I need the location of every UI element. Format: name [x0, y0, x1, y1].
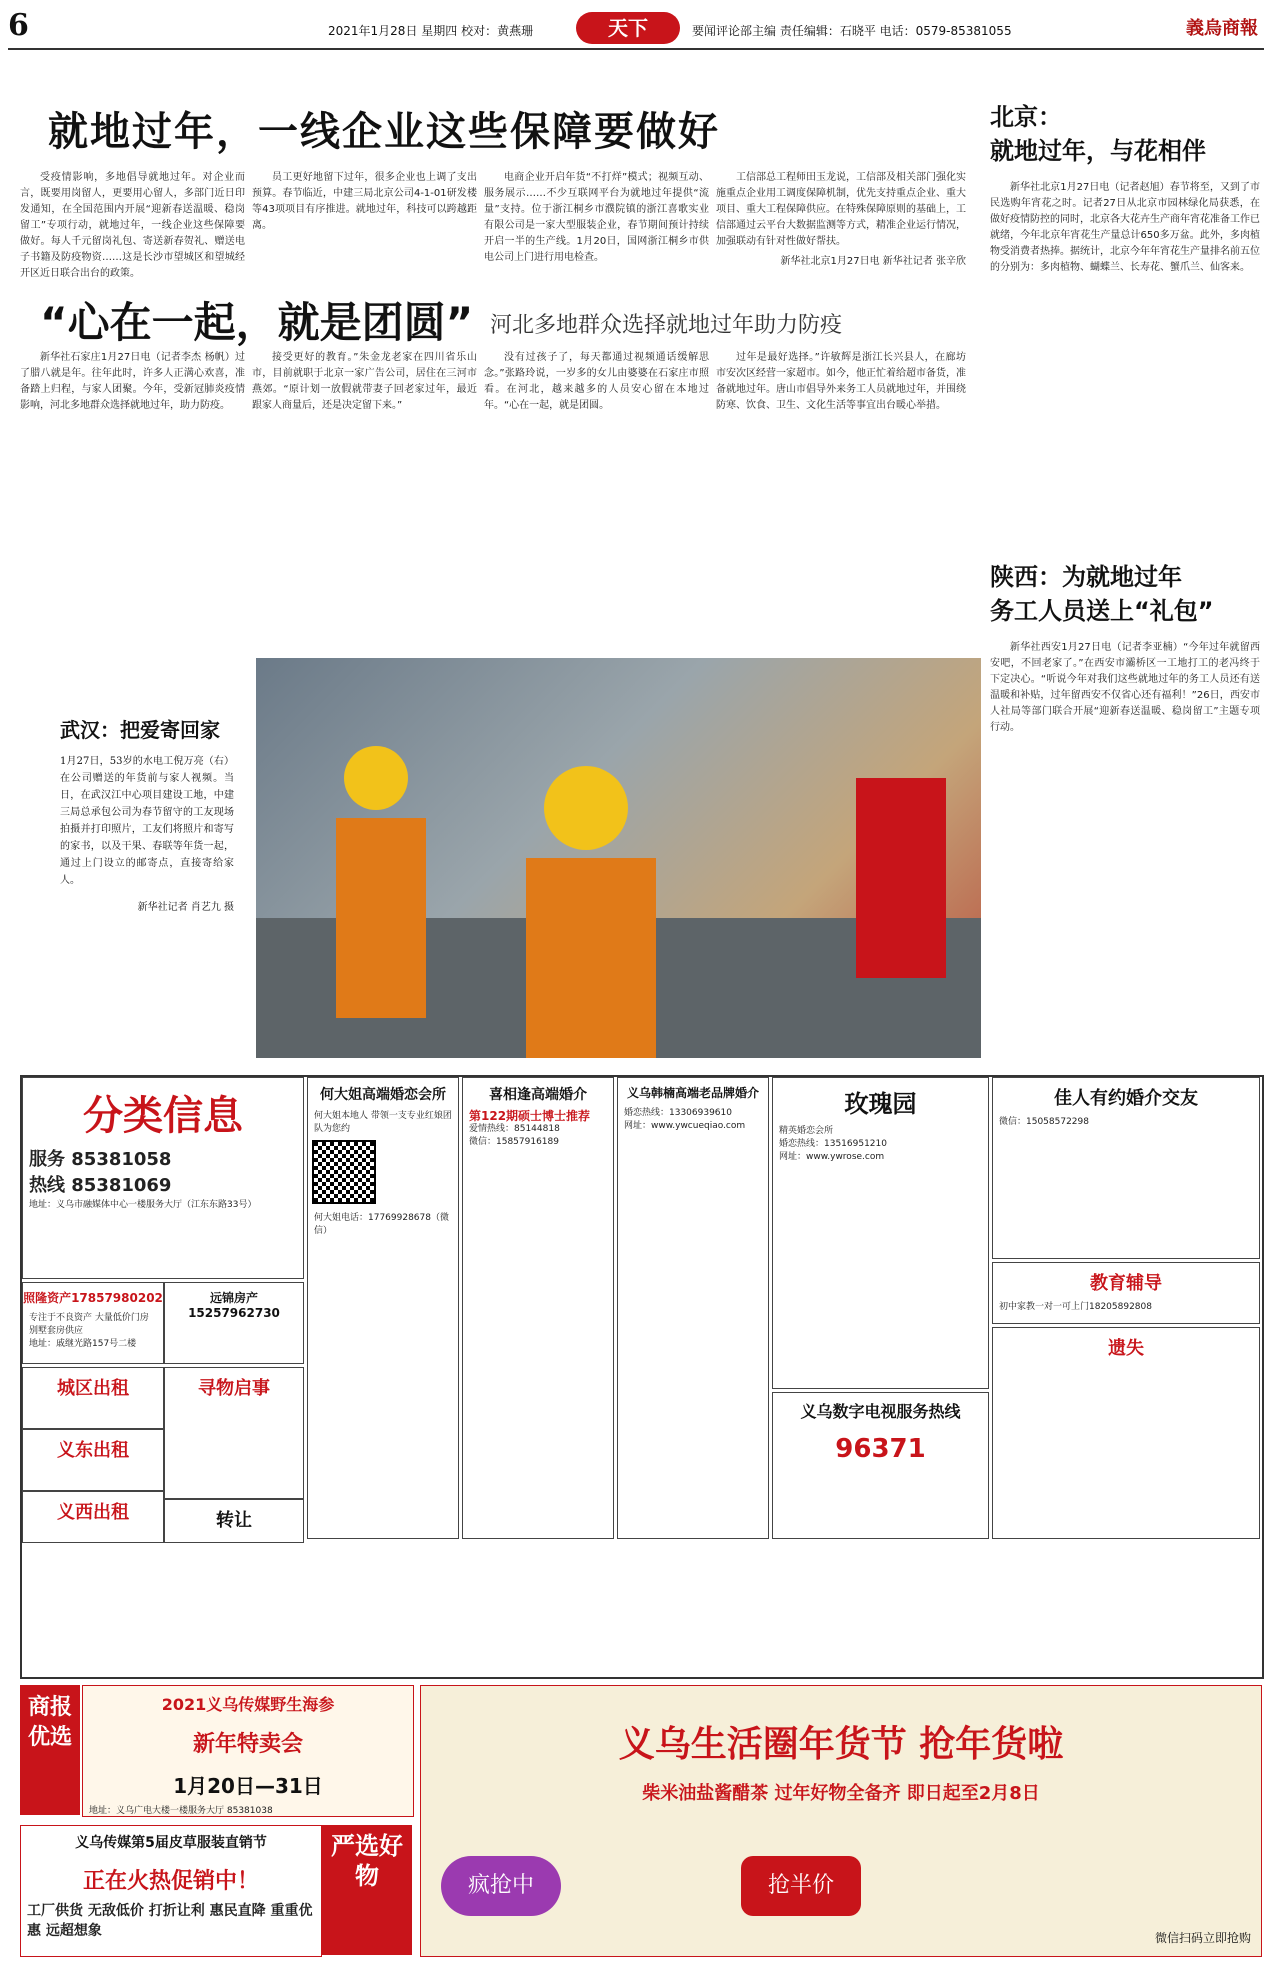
- qr-code-icon: [312, 1140, 376, 1204]
- he-phone: 何大姐电话：17769928678（微信）: [314, 1213, 449, 1236]
- edu-title: 教育辅导: [1090, 1273, 1162, 1294]
- tv-title: 义乌数字电视服务热线: [800, 1402, 961, 1421]
- yiwu-title: 义乌韩楠高端老品牌婚介: [626, 1086, 759, 1100]
- beijing-story: [990, 100, 1260, 490]
- lost-item-ad: 寻物启事: [164, 1367, 304, 1499]
- he-tag: 何大姐本地人 带领一支专业红娘团队为您约: [314, 1111, 452, 1134]
- helmet-center: [544, 766, 628, 850]
- xi-wechat: 微信：15857916189: [469, 1137, 559, 1147]
- vest-left: [336, 818, 426, 1018]
- zhaolong-text: 专注于不良资产 大量低价门房别墅套房供应: [29, 1313, 149, 1336]
- fair-hot-button[interactable]: 疯抢中: [441, 1856, 561, 1916]
- shaanxi-title-2: 务工人员送上“礼包”: [990, 597, 1214, 625]
- shaanxi-title-1: 陕西：为就地过年: [990, 563, 1182, 591]
- tv-number: 96371: [835, 1434, 926, 1464]
- shaanxi-text: 新华社西安1月27日电（记者李亚楠）“今年过年就留西安吧，不回老家了。”在西安市灞桥区一工地打工的老冯终于下定决心。“听说今年对我们这些就地过年的务工人员还有送温暖和补贴，过年留西安不仅省心还有福利！”26日，西安市人社局等部门联合开展“迎新春送温暖、稳岗留工”主题专项行动。: [990, 642, 1260, 733]
- rent-city-ad: 城区出租: [22, 1367, 164, 1429]
- wuhan-caption-box: [20, 658, 250, 1058]
- he-title: 何大姐高端婚恋会所: [320, 1087, 446, 1103]
- zhaolong-title: 照隆资产17857980202: [23, 1291, 163, 1305]
- story1-col2: 员工更好地留下过年，很多企业也上调了支出预算。春节临近，中建三局北京公司4-1-01研发楼等43项项目有序推进。就地过年，科技可以跨越距离。: [252, 172, 477, 231]
- rose-title: 玫瑰园: [844, 1090, 917, 1118]
- yuanjin-title: 远锦房产15257962730: [188, 1291, 280, 1320]
- story2-col2: 接受更好的教育。”朱金龙老家在四川省乐山市，目前就职于北京一家广告公司，居住在三河市燕郊。“原计划一放假就带妻子回老家过年，最近跟家人商量后，还是决定留下来。”: [252, 352, 477, 411]
- story2-col4: 过年是最好选择。”许敏辉是浙江长兴县人，在廊坊市安次区经营一家超市。如今，他正忙着给超市备货，准备就地过年。唐山市倡导外来务工人员就地过年，并围绕防寒、饮食、卫生、文化生活等事宜出台暖心举措。: [716, 352, 966, 411]
- page-header: [8, 8, 1264, 50]
- rose-ad: [772, 1077, 989, 1389]
- fair-wechat: 微信扫码立即抢购: [1154, 1931, 1251, 1945]
- yiwu-phone: 婚恋热线：13306939610: [624, 1108, 732, 1118]
- decoration: [856, 778, 946, 978]
- lost-notice-ad: [992, 1327, 1260, 1539]
- rent-west-ad: 义西出租: [22, 1491, 164, 1543]
- classified-address: 地址：义乌市融媒体中心一楼服务大厅（江东东路33号）: [29, 1200, 257, 1210]
- fair-sub: 柴米油盐酱醋茶 过年好物全备齐 即日起至2月8日: [642, 1783, 1040, 1804]
- tv-hotline-ad: [772, 1392, 989, 1539]
- jia-title: 佳人有约婚介交友: [1054, 1088, 1198, 1109]
- editors-line: 要闻评论部主编 责任编辑：石晓平 电话：0579-85381055: [692, 24, 1012, 38]
- beijing-title-2: 就地过年，与花相伴: [990, 137, 1206, 165]
- story1-col3: 电商企业开启年货“不打烊”模式；视频互动、服务展示……不少互联网平台为就地过年提供“流量”支持。位于浙江桐乡市濮院镇的浙江喜歌实业有限公司是一家大型服装企业，春节期间预计持续开启一半的生产线。1月20日，国网浙江桐乡市供电公司上门进行用电检查。: [484, 172, 709, 263]
- jia-phone: 微信：15058572298: [999, 1117, 1089, 1127]
- cloth-sub: 正在火热促销中！: [82, 1869, 259, 1894]
- seafood-addr: 地址：义乌广电大楼一楼服务大厅 85381038: [89, 1806, 273, 1816]
- new-year-fair: [420, 1685, 1262, 1957]
- beijing-text: 新华社北京1月27日电（记者赵旭）春节将至，又到了市民选购年宵花之时。记者27日从北京市园林绿化局获悉，在做好疫情防控的同时，北京各大花卉生产商年宵花准备工作已就绪，今年北京年宵花生产量总计650多万盆。此外，多肉植物受消费者热捧。据统计，北京今年年宵花生产量排名前五位的分别为：多肉植物、蝴蝶兰、长寿花、蟹爪兰、仙客来。: [990, 182, 1260, 273]
- xi-matchmaking-ad: [462, 1077, 614, 1539]
- yuanjin-ad: [164, 1282, 304, 1364]
- ads-section: [20, 1075, 1264, 1679]
- xi-phone: 爱情热线：85144818: [469, 1124, 560, 1134]
- story1-col1: 受疫情影响，多地倡导就地过年。对企业而言，既要用岗留人，更要用心留人，多部门近日印发通知，在全国范围内开展“迎新春送温暖、稳岗留工”专项行动，就地过年，一线企业这些保障要做好。每人千元留岗礼包、寄送新春贺礼、赠送电子书籍及防疫物资……这是长沙市望城区和望城经开区近日联合出台的政策。: [20, 172, 245, 279]
- rose-sub: 精英婚恋会所: [779, 1126, 834, 1136]
- strict-select: 严选好物: [322, 1825, 412, 1955]
- transfer-ad: 转让: [164, 1499, 304, 1543]
- classified-hotline: 热线 85381069: [29, 1175, 172, 1196]
- promo-banner: [20, 1685, 1260, 1955]
- zhaolong-addr: 地址：戚继光路157号二楼: [29, 1339, 137, 1349]
- rose-site: 网址：www.ywrose.com: [779, 1152, 885, 1162]
- worker-selfie-photo: [256, 658, 981, 1058]
- story2-col3: 没有过孩子了，每天都通过视频通话缓解思念。”张路玲说，一岁多的女儿由婆婆在石家庄市照看。在河北，越来越多的人员安心留在本地过年。“心在一起，就是团圆。: [484, 352, 709, 411]
- seafood-sale: [82, 1685, 414, 1817]
- fair-half-button[interactable]: 抢半价: [741, 1856, 861, 1916]
- classified-service: 服务 85381058: [29, 1149, 172, 1170]
- fair-title: 义乌生活圈年货节 抢年货啦: [618, 1724, 1064, 1765]
- shaanxi-story: [990, 560, 1260, 1040]
- page-number: 6: [8, 8, 29, 43]
- story2-col1: 新华社石家庄1月27日电（记者李杰 杨帆）过了腊八就是年。往年此时，许多人正满心欢喜，准备踏上归程，与家人团聚。今年，受新冠肺炎疫情影响，河北多地群众选择就地过年，助力防疫。: [20, 352, 245, 411]
- he-matchmaking-ad: [307, 1077, 459, 1539]
- vest-center: [526, 858, 656, 1058]
- wuhan-title: 武汉：把爱寄回家: [60, 718, 220, 742]
- story1-headline: 就地过年，一线企业这些保障要做好: [48, 109, 720, 155]
- seafood-sub: 新年特卖会: [192, 1732, 303, 1757]
- rent-east-ad: 义东出租: [22, 1429, 164, 1491]
- section-badge: 天下: [576, 12, 680, 44]
- xi-sub: 第122期硕士博士推荐: [469, 1109, 591, 1123]
- lost-notice-title: 遗失: [1108, 1338, 1144, 1359]
- brand-logo: 義烏商報: [1186, 18, 1258, 39]
- shangbao-select: 商报优选: [20, 1685, 80, 1815]
- yiwu-site: 网址：www.ywcueqiao.com: [624, 1121, 746, 1131]
- helmet-left: [344, 746, 408, 810]
- photo-illustration: [256, 658, 981, 1058]
- edu-ad: [992, 1262, 1260, 1324]
- story1-byline: 新华社北京1月27日电 新华社记者 张辛欣: [780, 256, 966, 267]
- classified-title: 分类信息: [83, 1093, 243, 1139]
- cloth-title: 义乌传媒第5届皮草服装直销节: [75, 1835, 267, 1851]
- story1-col4: 工信部总工程师田玉龙说，工信部及相关部门强化实施重点企业用工调度保障机制，优先支持重点企业、重大项目、重大工程保障供应。在特殊保障原则的基础上，工信部通过云平台大数据监测等方式，精准企业运行情况，加强联动有针对性做好帮扶。 新华社北京1月27日电 新华社记者 张辛欣: [716, 170, 966, 280]
- jia-ad: [992, 1077, 1260, 1259]
- classified-ad: [22, 1077, 304, 1279]
- zhaolong-ad: [22, 1282, 164, 1364]
- date-line: 2021年1月28日 星期四 校对：黄燕珊: [328, 24, 534, 38]
- yiwu-matchmaking-ad: [617, 1077, 769, 1539]
- cloth-lines: 工厂供货 无敌低价 打折让利 惠民直降 重重优惠 远超想象: [27, 1903, 313, 1939]
- fur-fair: [20, 1825, 322, 1957]
- story2-subhead: 河北多地群众选择就地过年助力防疫: [490, 313, 843, 338]
- seafood-dates: 1月20日—31日: [173, 1774, 323, 1798]
- beijing-title-1: 北京：: [990, 103, 1062, 131]
- xi-title: 喜相逢高端婚介: [489, 1087, 587, 1103]
- edu-text: 初中家教一对一可上门18205892808: [999, 1302, 1152, 1312]
- story2-headline: “心在一起，就是团圆”: [40, 298, 474, 347]
- wuhan-text: 1月27日，53岁的水电工倪万亮（右）在公司赠送的年货前与家人视频。当日，在武汉江中心项目建设工地，中建三局总承包公司为春节留守的工友现场拍摄并打印照片，工友们将照片和寄写的家书，以及干果、春联等年货一起，通过上门设立的邮寄点，直接寄给家人。: [60, 756, 234, 886]
- seafood-title: 2021义乌传媒野生海参: [161, 1695, 335, 1714]
- wuhan-byline: 新华社记者 肖艺九 摄: [137, 902, 234, 913]
- rose-hotline: 婚恋热线：13516951210: [779, 1139, 887, 1149]
